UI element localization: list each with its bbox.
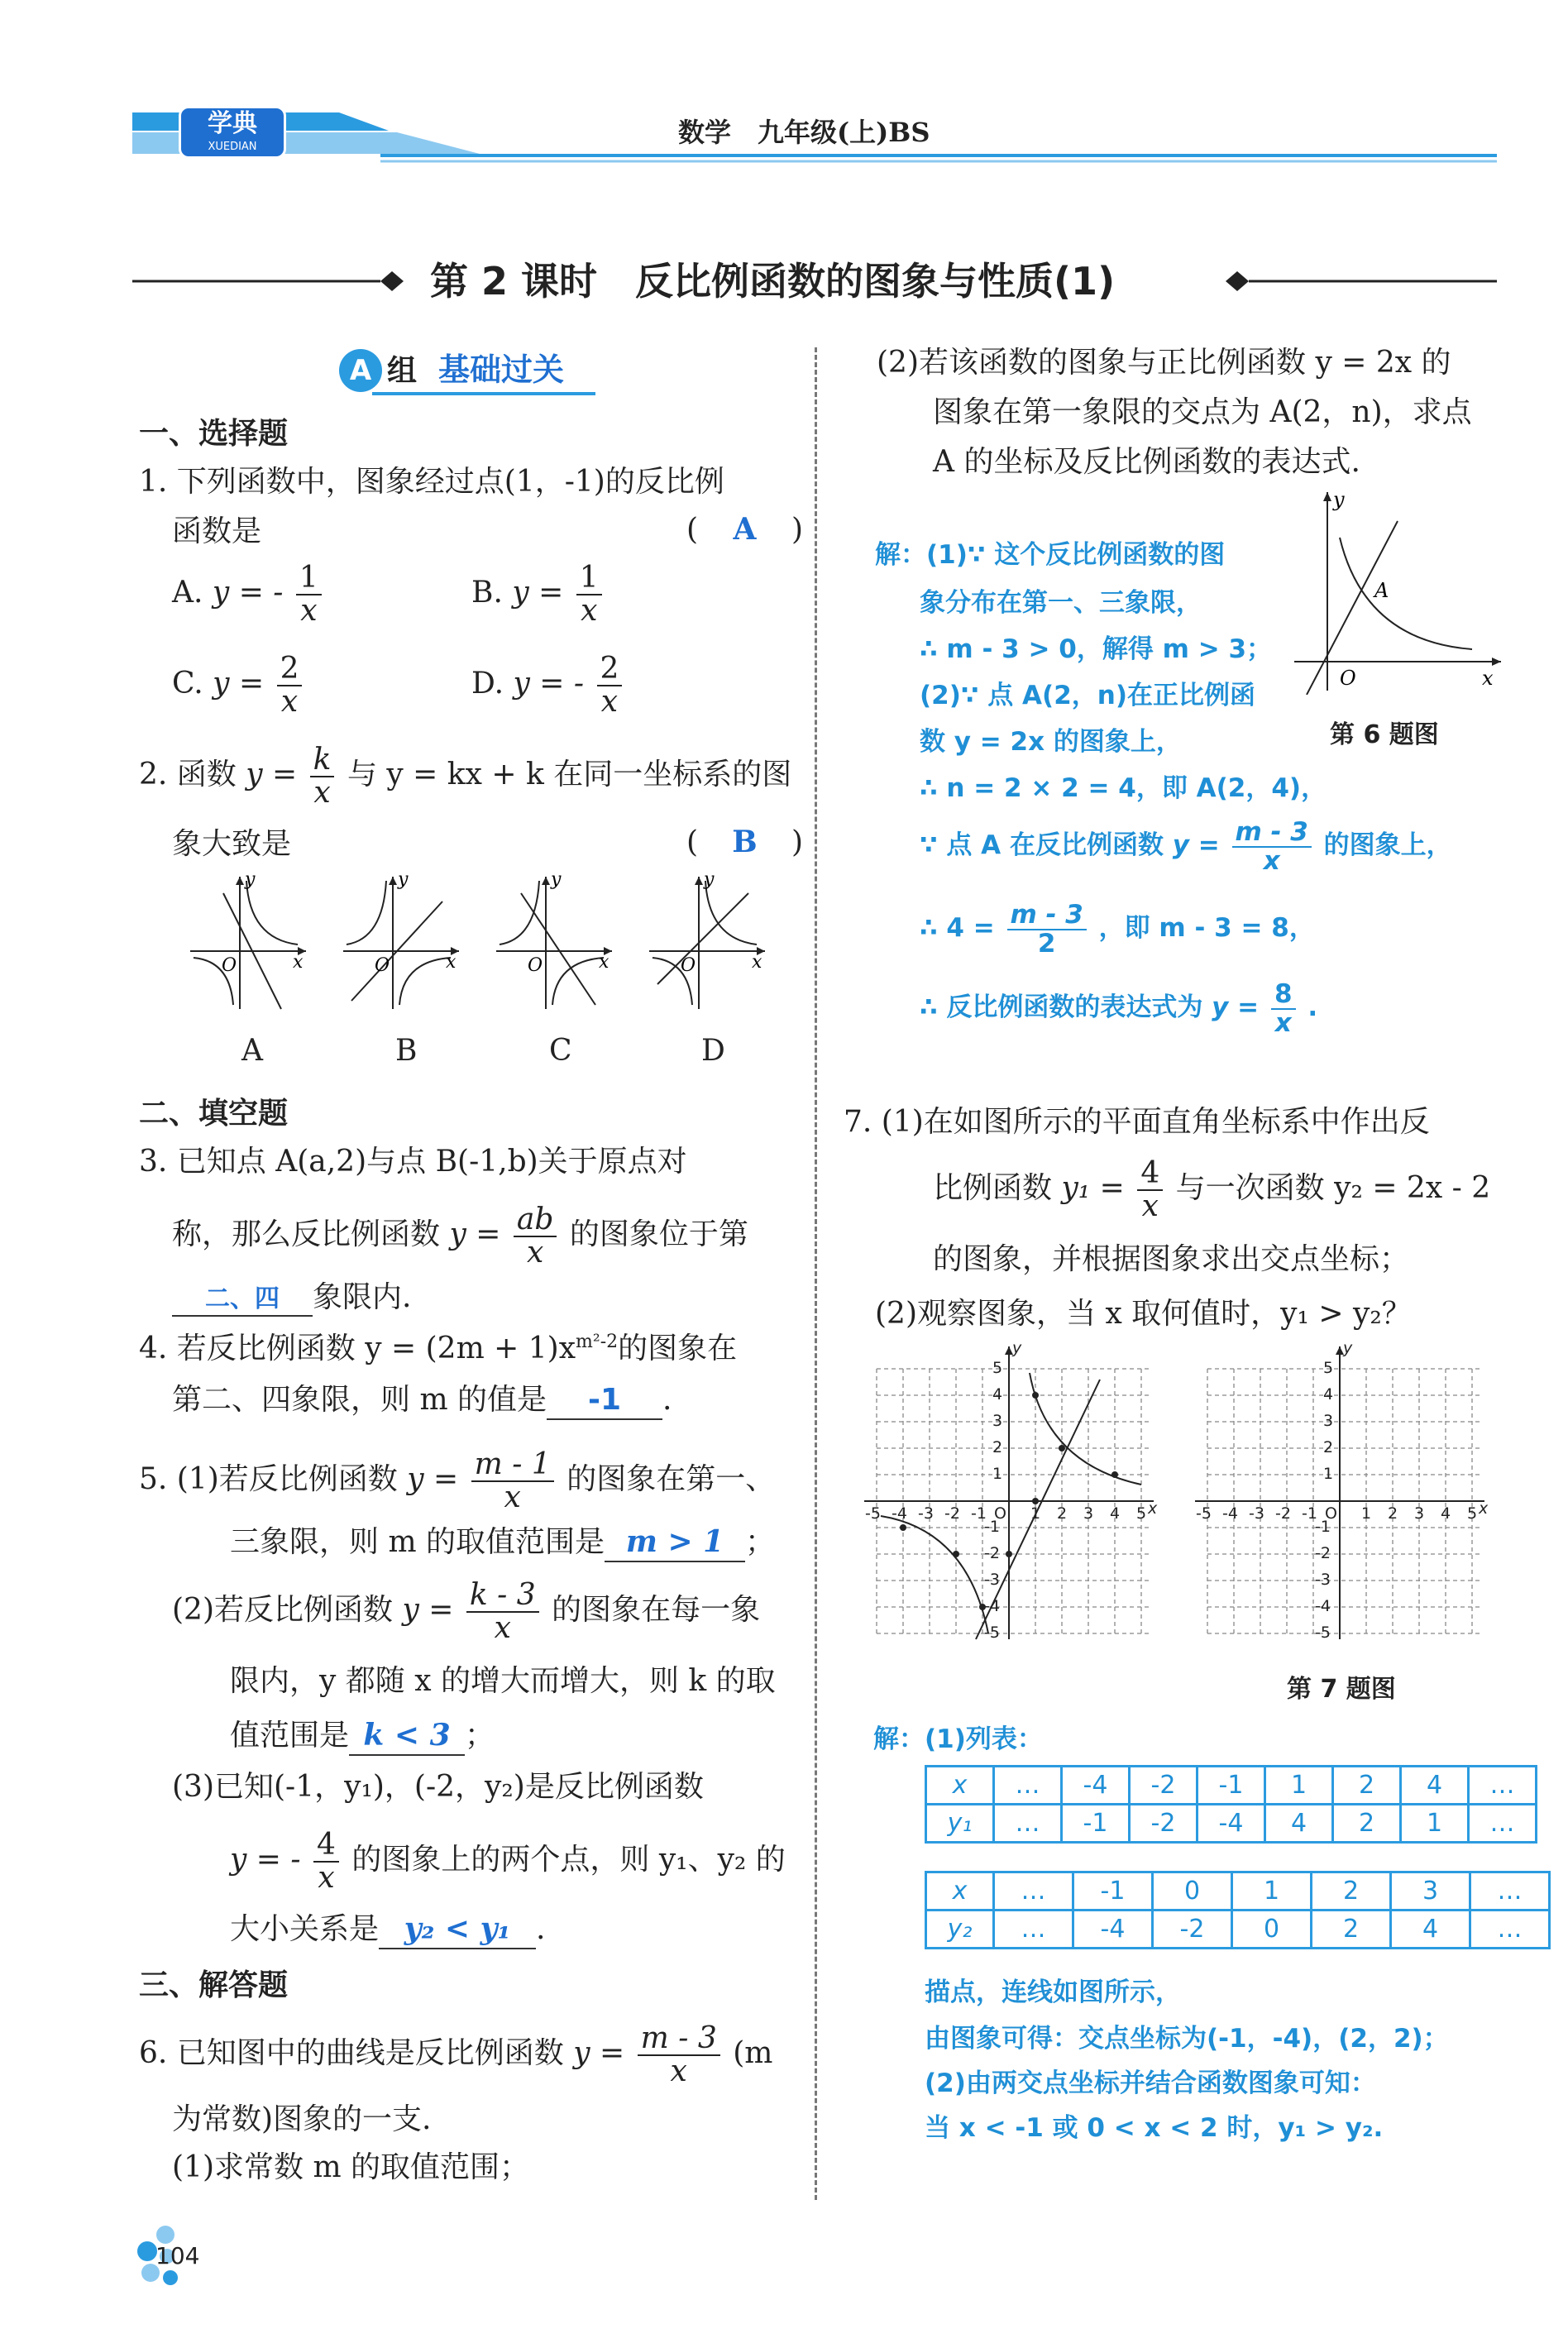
svg-text:2: 2 — [1057, 1504, 1068, 1523]
svg-text:-4: -4 — [1315, 1597, 1331, 1615]
q6-sol-1: 解：(1)∵ 这个反比例函数的图 — [875, 540, 1226, 570]
q1-opt-c-lhs: y = — [213, 666, 265, 701]
q1-opt-a-label: A. — [172, 575, 203, 610]
svg-text:4: 4 — [1323, 1385, 1334, 1404]
svg-text:x: x — [752, 952, 762, 973]
svg-text:1: 1 — [992, 1465, 1003, 1483]
q1-opt-a-lhs: y = - — [212, 575, 284, 610]
table-cell: -2 — [1153, 1911, 1232, 1949]
q4-line2 — [172, 1381, 672, 1420]
q6-sol-9-pre: ∴ 反比例函数的表达式为 — [920, 992, 1203, 1023]
frac-den: x — [581, 593, 598, 628]
table-cell: x — [926, 1767, 994, 1805]
svg-text:y: y — [551, 869, 562, 890]
table-cell: … — [994, 1805, 1062, 1843]
table-cell: 1 — [1265, 1767, 1333, 1805]
q6-sol-4: (2)∵ 点 A(2，n)在正比例函 — [920, 681, 1256, 710]
table-cell: … — [994, 1911, 1073, 1949]
q6-sol-9 — [920, 981, 1317, 1036]
lesson-title-bar — [132, 256, 1497, 306]
table-cell: -2 — [1130, 1805, 1198, 1843]
q6-sol-7-lhs: y = — [1172, 830, 1220, 861]
q2-graph-b — [343, 869, 459, 1009]
table-cell: 3 — [1391, 1872, 1470, 1911]
q2-graph-d — [649, 869, 765, 1009]
svg-text:5: 5 — [1467, 1504, 1478, 1523]
svg-text:x: x — [1148, 1499, 1158, 1518]
frac-num: m - 1 — [471, 1449, 554, 1482]
q5-p1-lhs: y = — [407, 1461, 459, 1496]
frac-num: 2 — [277, 653, 303, 686]
q7-sol-head: 解：(1)列表： — [873, 1724, 1043, 1754]
title-rule-right — [1224, 265, 1497, 298]
q2-label-c: C — [549, 1034, 572, 1068]
q5-p2-frac — [466, 1580, 539, 1644]
q2-label-b: B — [395, 1034, 418, 1068]
q5-p3-line1: (3)已知(-1，y₁)，(-2，y₂)是反比例函数 — [172, 1770, 704, 1804]
frac-den: x — [670, 2054, 687, 2088]
q6-sol-6: ∴ n = 2 × 2 = 4，即 A(2，4)， — [920, 773, 1327, 803]
q1-opt-c-frac — [277, 653, 303, 718]
svg-text:3: 3 — [1323, 1412, 1334, 1430]
q4-line2-pre: 第二、四象限，则 m 的值是 — [172, 1383, 547, 1417]
table-cell: 2 — [1333, 1805, 1401, 1843]
svg-text:-3: -3 — [1315, 1571, 1331, 1589]
section-solve: 三、解答题 — [139, 1968, 289, 2002]
q7-line3: 的图象，并根据图象求出交点坐标； — [933, 1242, 1410, 1276]
q7-line1: 7. (1)在如图所示的平面直角坐标系中作出反 — [844, 1105, 1430, 1139]
q7-line2-pre: 比例函数 — [933, 1170, 1053, 1205]
q5-p2-answer: k < 3 — [349, 1717, 465, 1756]
svg-text:-3: -3 — [918, 1504, 934, 1523]
q2-paren-r: ) — [791, 825, 803, 859]
frac-den: 2 — [1037, 928, 1056, 959]
q6-p2-line2: 图象在第一象限的交点为 A(2，n)，求点 — [933, 395, 1472, 429]
q6-line3: (1)求常数 m 的取值范围； — [172, 2150, 530, 2184]
q5-p3-line2 — [230, 1829, 786, 1894]
q7-line2 — [933, 1158, 1490, 1222]
q1-opt-c-label: C. — [172, 666, 203, 701]
q7-table-2 — [925, 1871, 1551, 1949]
table-cell: 2 — [1312, 1872, 1391, 1911]
q5-p3-post: 的图象上的两个点，则 y₁、y₂ 的 — [351, 1842, 786, 1877]
table-cell: -1 — [1062, 1805, 1130, 1843]
q6-sol-9-post: . — [1307, 992, 1318, 1023]
table-cell: 2 — [1312, 1911, 1391, 1949]
svg-text:-5: -5 — [984, 1624, 1000, 1642]
q2-stem-pre: 2. 函数 — [139, 757, 237, 791]
q4-answer: -1 — [547, 1381, 662, 1420]
page-number: 104 — [155, 2242, 200, 2269]
q6-fig-a: A — [1374, 579, 1389, 602]
q1-opt-b-lhs: y = — [512, 575, 564, 610]
q7-grid-blank — [1191, 1340, 1489, 1646]
svg-text:-5: -5 — [1196, 1504, 1212, 1523]
group-badge — [339, 346, 595, 395]
q3-line2-post: 的图象位于第 — [569, 1217, 748, 1251]
svg-text:x: x — [446, 952, 457, 973]
q1-paren-r: ) — [791, 513, 803, 547]
table-cell: -2 — [1130, 1767, 1198, 1805]
svg-text:3: 3 — [1083, 1504, 1094, 1523]
svg-text:O: O — [994, 1504, 1006, 1523]
q2-stem-2: 象大致是 — [172, 827, 292, 861]
frac-den: x — [280, 684, 299, 719]
q4-line2-post: . — [662, 1383, 672, 1417]
frac-den: x — [313, 775, 331, 810]
svg-text:4: 4 — [1110, 1504, 1121, 1523]
q1-opt-b-label: B. — [471, 575, 503, 610]
q5-p2-line3-text: 值范围是 — [230, 1719, 350, 1753]
svg-text:x: x — [599, 952, 610, 973]
svg-text:x: x — [293, 952, 304, 973]
q5-p1-answer: m > 1 — [605, 1523, 745, 1562]
svg-text:-5: -5 — [1315, 1624, 1331, 1642]
svg-text:-4: -4 — [984, 1597, 1000, 1615]
group-badge-circle: A — [339, 349, 382, 392]
svg-text:-3: -3 — [1249, 1504, 1264, 1523]
table-cell: -1 — [1198, 1767, 1265, 1805]
table-cell: x — [926, 1872, 994, 1911]
q6-sol-7-pre: ∵ 点 A 在反比例函数 — [920, 830, 1164, 861]
svg-text:5: 5 — [992, 1359, 1003, 1377]
group-badge-label: 基础过关 — [438, 352, 565, 388]
q2-graph-a — [190, 869, 306, 1009]
q1-option-d — [471, 653, 625, 718]
q5-p2-end: ； — [465, 1719, 495, 1753]
q6-sol-2: 象分布在第一、三象限， — [920, 588, 1202, 618]
svg-text:-1: -1 — [971, 1504, 987, 1523]
svg-text:O: O — [681, 955, 696, 976]
q1-stem-2: 函数是 — [172, 514, 262, 548]
q6-line2: 为常数)图象的一支. — [172, 2102, 432, 2136]
svg-text:-5: -5 — [865, 1504, 881, 1523]
table-row — [926, 1911, 1550, 1949]
q6-sol-7 — [920, 819, 1452, 874]
q7-sol-2: 描点，连线如图所示， — [925, 1977, 1181, 2007]
svg-text:-1: -1 — [1302, 1504, 1317, 1523]
q7-sol-4: (2)由两交点坐标并结合函数图象可知： — [925, 2068, 1376, 2098]
frac-num: 2 — [597, 653, 623, 686]
q5-p1-line2-text: 三象限，则 m 的取值范围是 — [230, 1525, 605, 1559]
q6-p2-line1: (2)若该函数的图象与正比例函数 y = 2x 的 — [877, 346, 1451, 380]
q3-lhs: y = — [449, 1217, 501, 1251]
table-cell: 1 — [1232, 1872, 1312, 1911]
svg-text:y: y — [245, 869, 256, 890]
svg-text:-2: -2 — [1275, 1504, 1291, 1523]
logo-subtext: XUEDIAN — [208, 141, 257, 153]
q6-figure — [1290, 488, 1505, 695]
svg-text:-2: -2 — [1315, 1544, 1331, 1562]
logo — [179, 106, 286, 159]
q2-answer-bracket — [686, 824, 803, 861]
svg-text:O: O — [1325, 1504, 1337, 1523]
q1-option-b — [471, 562, 605, 627]
q6-fig-y: y — [1333, 488, 1345, 511]
q7-grid-solved — [860, 1340, 1158, 1646]
svg-text:2: 2 — [992, 1438, 1003, 1456]
svg-text:-4: -4 — [892, 1504, 907, 1523]
frac-den: x — [504, 1480, 521, 1514]
q1-opt-b-frac — [576, 562, 602, 627]
q4-line1 — [139, 1330, 737, 1367]
q5-p3-lhs: y = - — [230, 1842, 301, 1877]
table-cell: 1 — [1401, 1805, 1469, 1843]
q2-frac — [310, 744, 335, 809]
q5-p1-line1 — [139, 1449, 775, 1514]
frac-num: m - 3 — [1007, 901, 1087, 930]
logo-text: 学典 — [208, 109, 257, 138]
q5-p1-pre: 5. (1)若反比例函数 — [139, 1461, 398, 1496]
q5-p1-post: 的图象在第一、 — [566, 1461, 776, 1496]
q3-frac — [514, 1204, 557, 1269]
table-cell: 0 — [1232, 1911, 1312, 1949]
q6-fig-x: x — [1482, 667, 1494, 690]
q5-p3-line3-text: 大小关系是 — [230, 1912, 380, 1946]
title-rule-left — [132, 265, 405, 298]
q5-p3-answer: y₂ < y₁ — [379, 1911, 536, 1949]
svg-text:y: y — [1343, 1340, 1353, 1357]
q1-opt-d-label: D. — [471, 666, 504, 701]
table-cell: … — [994, 1872, 1073, 1911]
frac-den: x — [1274, 1007, 1292, 1038]
q4-exponent: m²-2 — [576, 1332, 619, 1352]
table-cell: … — [1470, 1911, 1550, 1949]
q4-line1-post: 的图象在 — [618, 1332, 738, 1365]
svg-text:2: 2 — [1388, 1504, 1398, 1523]
svg-text:4: 4 — [992, 1385, 1003, 1404]
q2-stem-mid: 与 y = kx + k 在同一坐标系的图 — [347, 757, 792, 791]
q6-sol-8-post: ，即 m - 3 = 8， — [1098, 913, 1315, 944]
svg-text:-4: -4 — [1222, 1504, 1238, 1523]
q7-line4: (2)观察图象，当 x 取何值时，y₁ > y₂？ — [875, 1297, 1412, 1331]
q6-fig-o: O — [1340, 667, 1356, 690]
table-cell: … — [1470, 1872, 1550, 1911]
q5-p2-pre: (2)若反比例函数 — [172, 1592, 393, 1627]
q7-sol-3: 由图象可得：交点坐标为(-1，-4)，(2，2)； — [925, 2024, 1449, 2054]
table-cell: -4 — [1062, 1767, 1130, 1805]
table-cell: 2 — [1333, 1767, 1401, 1805]
svg-text:O: O — [375, 955, 390, 976]
q2-answer: B — [732, 825, 758, 859]
frac-num: k — [310, 744, 335, 777]
q6-sol-5: 数 y = 2x 的图象上， — [920, 727, 1182, 757]
frac-num: 8 — [1271, 981, 1296, 1010]
q6-sol-7-frac — [1232, 819, 1312, 874]
q1-option-c — [172, 653, 305, 718]
svg-text:-3: -3 — [984, 1571, 1000, 1589]
q7-frac — [1137, 1158, 1163, 1222]
q6-sol-8-pre: ∴ 4 = — [920, 913, 995, 944]
q6-fig-caption: 第 6 题图 — [1330, 720, 1439, 749]
q3-line2 — [172, 1204, 748, 1269]
frac-den: x — [600, 684, 619, 719]
group-badge-underline — [372, 392, 595, 395]
table-cell: 4 — [1265, 1805, 1333, 1843]
q5-p2-line1 — [172, 1580, 760, 1644]
q5-p1-line2 — [230, 1523, 775, 1562]
svg-text:1: 1 — [1361, 1504, 1372, 1523]
q2-lhs: y = — [246, 757, 298, 791]
svg-text:y: y — [704, 869, 715, 890]
frac-num: m - 3 — [1232, 819, 1312, 848]
q1-answer: A — [733, 512, 757, 547]
table-cell: 4 — [1401, 1767, 1469, 1805]
section-choice: 一、选择题 — [139, 417, 289, 451]
q1-paren-l: ( — [686, 513, 699, 547]
q6-p2-line3: A 的坐标及反比例函数的表达式. — [933, 445, 1360, 479]
lesson-title: 第 2 课时 反比例函数的图象与性质(1) — [430, 259, 1116, 304]
q5-p2-line3 — [230, 1717, 495, 1756]
q5-p2-post: 的图象在每一象 — [552, 1592, 761, 1627]
q7-fig-caption: 第 7 题图 — [1287, 1675, 1396, 1704]
q5-p3-frac — [313, 1829, 339, 1894]
table-cell: 4 — [1391, 1911, 1470, 1949]
svg-text:y: y — [1012, 1340, 1022, 1357]
svg-text:x: x — [1479, 1499, 1489, 1518]
q2-label-d: D — [701, 1034, 725, 1068]
group-badge-group: 组 — [387, 354, 418, 388]
q7-line2-post: 与一次函数 y₂ = 2x - 2 — [1175, 1170, 1491, 1205]
q6-frac — [638, 2023, 720, 2087]
table-cell: -1 — [1073, 1872, 1153, 1911]
svg-text:-1: -1 — [1315, 1518, 1331, 1536]
page-header — [132, 106, 1497, 164]
svg-text:4: 4 — [1441, 1504, 1451, 1523]
frac-den: x — [318, 1860, 335, 1895]
table-cell: … — [994, 1767, 1062, 1805]
q1-option-a — [172, 562, 325, 627]
frac-num: ab — [514, 1204, 557, 1237]
q5-p3-end: . — [536, 1912, 546, 1946]
svg-text:2: 2 — [1323, 1438, 1334, 1456]
q6-sol-9-lhs: y = — [1212, 992, 1260, 1023]
table-cell: -4 — [1198, 1805, 1265, 1843]
frac-num: 4 — [1137, 1158, 1163, 1191]
svg-text:5: 5 — [1323, 1359, 1334, 1377]
svg-text:-1: -1 — [984, 1518, 1000, 1536]
q6-sol-3: ∴ m - 3 > 0，解得 m > 3； — [920, 634, 1273, 664]
q6-sol-8-frac — [1007, 901, 1087, 957]
frac-den: x — [1141, 1188, 1159, 1223]
column-divider — [815, 347, 817, 2200]
svg-text:3: 3 — [1414, 1504, 1425, 1523]
q2-stem-1 — [139, 744, 791, 809]
q3-line1: 3. 已知点 A(a,2)与点 B(-1,b)关于原点对 — [139, 1145, 687, 1179]
frac-den: x — [300, 593, 318, 628]
svg-text:-2: -2 — [944, 1504, 960, 1523]
table-cell: … — [1469, 1767, 1537, 1805]
q7-table-1 — [925, 1765, 1537, 1844]
table-row — [926, 1767, 1537, 1805]
frac-den: x — [526, 1235, 544, 1270]
svg-text:O: O — [528, 955, 543, 976]
q6-sol-7-post: 的图象上， — [1323, 830, 1452, 861]
q2-paren-l: ( — [686, 825, 699, 859]
q1-opt-d-frac — [597, 653, 623, 718]
table-row — [926, 1872, 1550, 1911]
frac-num: 1 — [576, 562, 602, 595]
svg-text:-2: -2 — [984, 1544, 1000, 1562]
table-row — [926, 1805, 1537, 1843]
frac-den: x — [1263, 845, 1280, 876]
svg-text:5: 5 — [1136, 1504, 1147, 1523]
q6-lhs: y = — [573, 2035, 625, 2070]
q2-graph-c — [496, 869, 612, 1009]
q4-line1-pre: 4. 若反比例函数 y = (2m + 1)x — [139, 1332, 576, 1365]
svg-text:1: 1 — [1323, 1465, 1334, 1483]
q6-line1-post: (m — [733, 2035, 773, 2070]
svg-text:O: O — [222, 955, 237, 976]
frac-num: 4 — [313, 1829, 339, 1863]
q1-opt-a-frac — [296, 562, 322, 627]
svg-text:y: y — [398, 869, 409, 890]
q6-line1-pre: 6. 已知图中的曲线是反比例函数 — [139, 2035, 564, 2070]
q5-p1-frac — [471, 1449, 554, 1514]
q3-answer: 二、四 — [172, 1284, 313, 1317]
table-cell: -4 — [1073, 1911, 1153, 1949]
q3-line3-post: 象限内. — [313, 1280, 412, 1314]
q2-label-a: A — [241, 1034, 263, 1068]
q7-sol-5: 当 x < -1 或 0 < x < 2 时，y₁ > y₂. — [925, 2113, 1384, 2143]
subject-label: 数学 九年级(上)BS — [678, 117, 930, 148]
q6-sol-8 — [920, 901, 1315, 957]
table-cell: … — [1469, 1805, 1537, 1843]
q5-p3-line3 — [230, 1911, 545, 1949]
frac-num: k - 3 — [466, 1580, 539, 1613]
table-cell: y₁ — [926, 1805, 994, 1843]
svg-text:1: 1 — [1030, 1504, 1041, 1523]
q5-p1-end: ； — [745, 1525, 776, 1559]
q1-answer-bracket — [686, 511, 803, 548]
table-cell: 0 — [1153, 1872, 1232, 1911]
q1-opt-d-lhs: y = - — [513, 666, 585, 701]
q3-line2-pre: 称，那么反比例函数 — [172, 1217, 441, 1251]
section-fill: 二、填空题 — [139, 1097, 289, 1131]
q5-p2-line2: 限内，y 都随 x 的增大而增大，则 k 的取 — [230, 1664, 776, 1698]
q2-graphs — [182, 868, 810, 1017]
frac-den: x — [494, 1610, 511, 1645]
table-cell: y₂ — [926, 1911, 994, 1949]
q6-sol-9-frac — [1271, 981, 1296, 1036]
svg-text:3: 3 — [992, 1412, 1003, 1430]
frac-num: m - 3 — [638, 2023, 720, 2056]
frac-num: 1 — [296, 562, 322, 595]
q5-p2-lhs: y = — [402, 1592, 454, 1627]
q7-lhs: y₁ = — [1061, 1170, 1125, 1205]
q6-line1 — [139, 2023, 772, 2087]
q1-stem-1: 1. 下列函数中，图象经过点(1，-1)的反比例 — [139, 465, 724, 499]
q3-line3 — [172, 1279, 411, 1317]
